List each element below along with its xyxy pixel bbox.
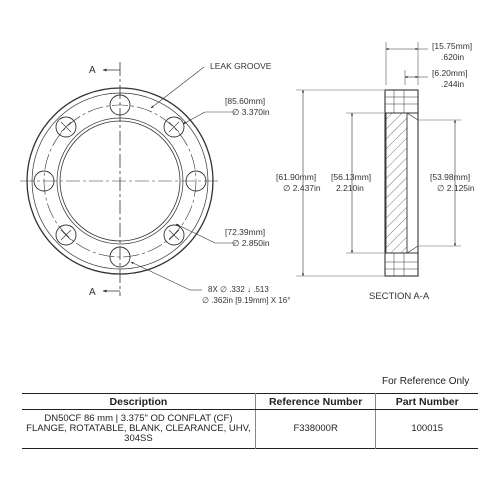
bolt-circle-leader (183, 112, 205, 124)
width-dim-mm: [15.75mm] (432, 41, 473, 51)
recess-dim-in: ∅ 2.850in (232, 238, 270, 248)
table-row (22, 410, 478, 449)
header-description: Description (22, 394, 255, 410)
header-part-number: Part Number (376, 394, 478, 410)
inner-dim-in: 2.210in (336, 183, 364, 193)
bore-dim-mm: [53.98mm] (430, 172, 471, 182)
bolt-circle-dim-mm: [85.60mm] (225, 96, 266, 106)
inner-dim-mm: [56.13mm] (331, 172, 372, 182)
section-marker-top: A (89, 65, 96, 76)
step-dim-in: .244in (441, 79, 465, 89)
cell-description: DN50CF 86 mm | 3.375" OD CONFLAT (CF) FLANGE, ROTATABLE, BLANK, CLEARANCE, UHV, 304SS (26, 413, 251, 444)
recess-dim-mm: [72.39mm] (225, 227, 266, 237)
cell-reference-number: F338000R (255, 410, 376, 449)
outer-dim-mm: [61.90mm] (276, 172, 317, 182)
reference-note: For Reference Only (382, 376, 470, 387)
section-marker-bottom: A (89, 287, 96, 298)
leak-groove-label: LEAK GROOVE (210, 61, 272, 71)
front-view (20, 62, 235, 296)
section-title: SECTION A-A (369, 291, 430, 302)
holes-callout-line1: 8X ∅ .332 ↓ .513 (208, 285, 269, 294)
reference-table (22, 393, 478, 449)
leak-groove-leader (151, 67, 204, 108)
bore-dim-in: ∅ 2.125in (437, 183, 475, 193)
bolt-circle-dim-in: ∅ 3.370in (232, 107, 270, 117)
cell-part-number: 100015 (376, 410, 478, 449)
outer-dim-in: ∅ 2.437in (283, 183, 321, 193)
holes-callout-line2: ∅ .362in [9.19mm] X 16° (202, 296, 291, 305)
step-dim-mm: [6.20mm] (432, 68, 468, 78)
section-hatch (386, 113, 407, 253)
table-header-row (22, 394, 478, 410)
header-reference-number: Reference Number (255, 394, 376, 410)
holes-leader (131, 262, 190, 290)
width-dim-in: .620in (441, 52, 465, 62)
